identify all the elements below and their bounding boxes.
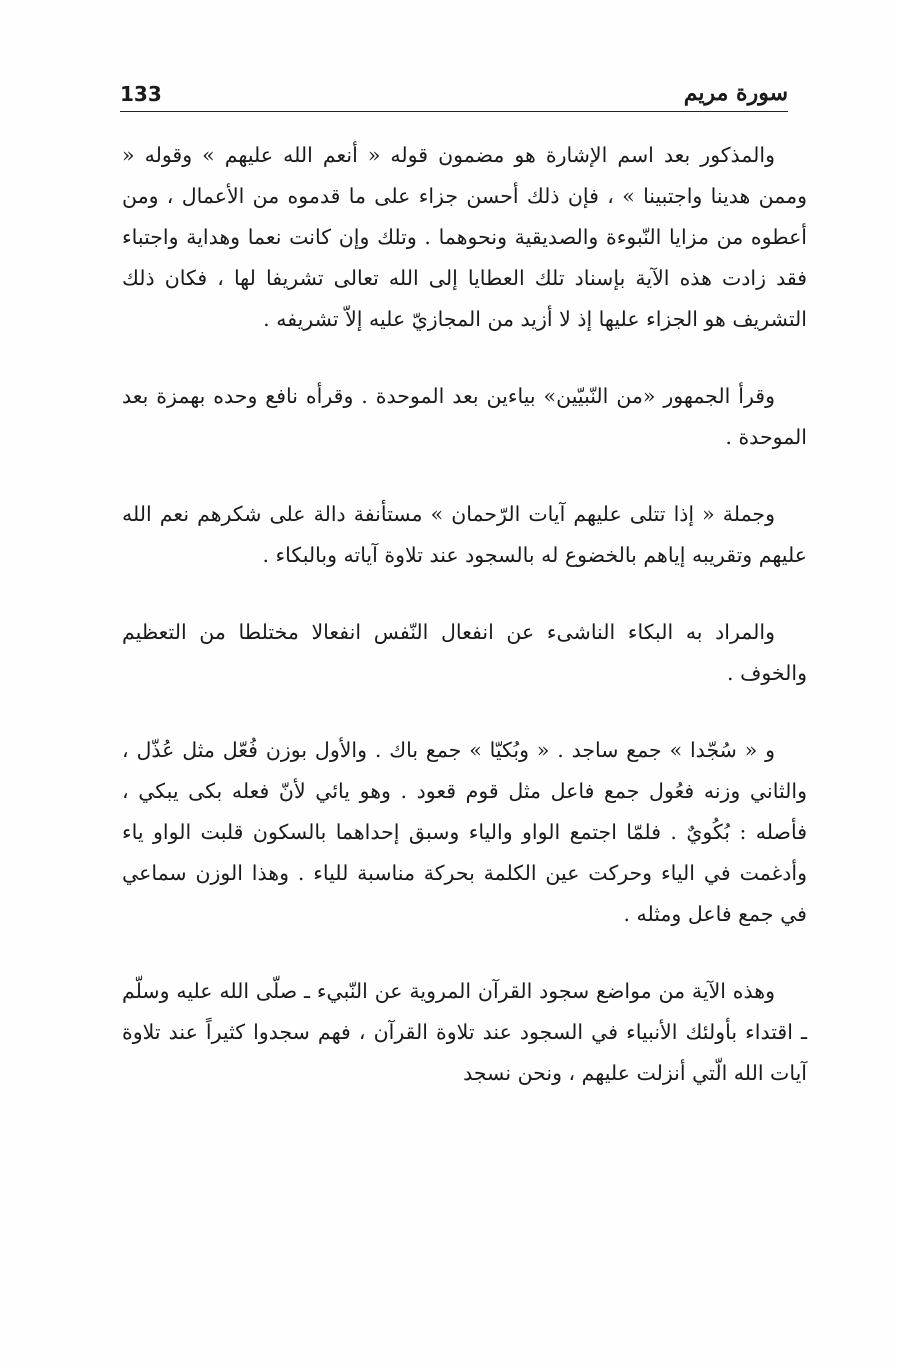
page-header xyxy=(120,80,788,110)
paragraph-5: و « سُجّدا » جمع ساجد . « وبُكيّا » جمع باك . والأول بوزن فُعّل مثل عُذّل ، والثاني وزنه فعُول جمع فاعل مثل قوم قعود . وهو يائي لأنّ فعله بكى يبكي ، فأصله : بُكُويٌ . فلمّا اجتمع الواو والياء وسبق إحداهما بالسكون قلبت الواو ياء وأدغمت في الياء وحركت عين الكلمة بحركة مناسبة للياء . وهذا الوزن سماعي في جمع فاعل ومثله . xyxy=(122,738,807,926)
running-title: سورة مريم xyxy=(683,80,788,106)
page-number: 133 xyxy=(120,82,162,106)
paragraph-6: وهذه الآية من مواضع سجود القرآن المروية عن النّبيء ـ صلّى الله عليه وسلّم ـ اقتداء بأولئك الأنبياء في السجود عند تلاوة القرآن ، فهم سجدوا كثيراً عند تلاوة آيات الله الّتي أنزلت عليهم ، ونحن نسجد xyxy=(122,979,807,1085)
paragraph-1: والمذكور بعد اسم الإشارة هو مضمون قوله « أنعم الله عليهم » وقوله « وممن هدينا واجتبينا » ، فإن ذلك أحسن جزاء على ما قدموه من الأعمال ، ومن أعطوه من مزايا النّبوءة والصديقية ونحوهما . وتلك وإن كانت نعما وهداية واجتباء فقد زادت هذه الآية بإسناد تلك العطايا إلى الله تعالى تشريفا لها ، فكان ذلك التشريف هو الجزاء عليها إذ لا أزيد من المجازيّ عليه إلاّ تشريفه . xyxy=(122,143,807,331)
paragraph-4: والمراد به البكاء الناشىء عن انفعال النّفس انفعالا مختلطا من التعظيم والخوف . xyxy=(122,620,807,685)
paragraph-2: وقرأ الجمهور «من النّبيّين» بياءين بعد الموحدة . وقرأه نافع وحده بهمزة بعد الموحدة . xyxy=(122,384,807,449)
header-rule xyxy=(120,111,788,112)
body-text xyxy=(122,135,807,1094)
paragraph-3: وجملة « إذا تتلى عليهم آيات الرّحمان » مستأنفة دالة على شكرهم نعم الله عليهم وتقريبه إياهم بالخضوع له بالسجود عند تلاوة آياته وبالبكاء . xyxy=(122,502,807,567)
